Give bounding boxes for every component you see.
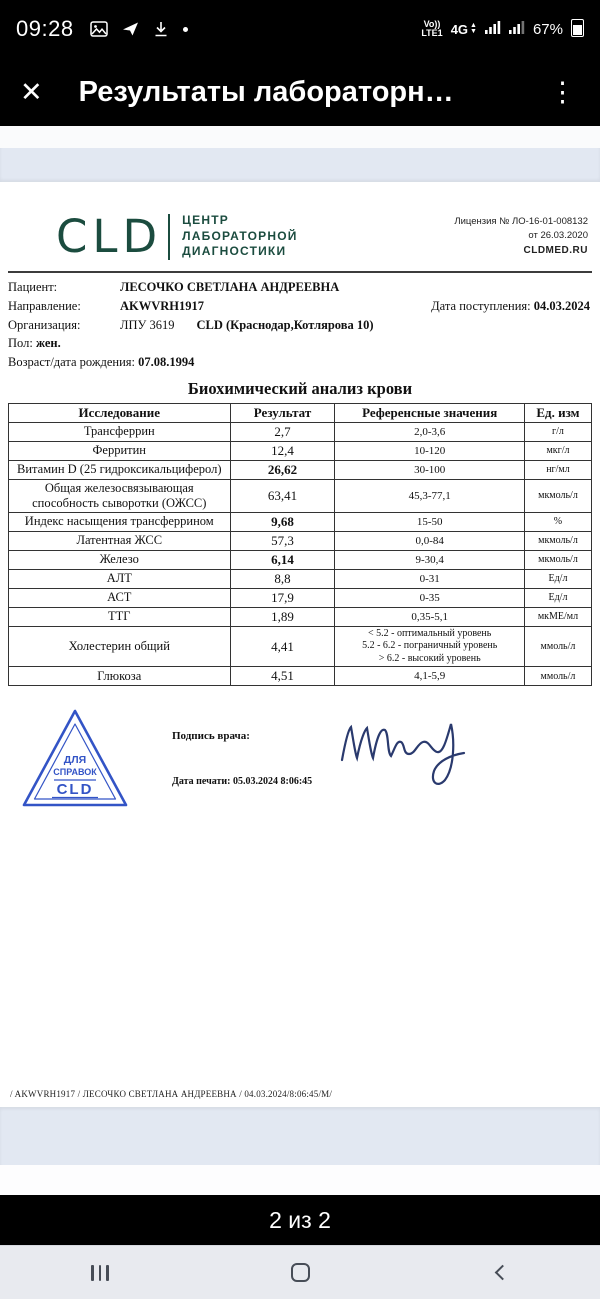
doctor-signature-label: Подпись врача: [172, 730, 250, 743]
reference-range: 0-35 [335, 588, 524, 607]
test-name: Трансферрин [9, 422, 231, 441]
status-bar [0, 0, 600, 58]
android-nav-bar [0, 1245, 600, 1299]
viewer-gap-top [0, 126, 600, 148]
table-row [9, 512, 592, 531]
reference-range: 0,0-84 [335, 531, 524, 550]
table-row [9, 607, 592, 626]
received-date: 04.03.2024 [533, 298, 590, 313]
results-table-head-row [9, 403, 592, 422]
table-row [9, 626, 592, 667]
test-result: 4,51 [230, 667, 335, 686]
test-name: ТТГ [9, 607, 231, 626]
test-name: Железо [9, 550, 231, 569]
test-result: 26,62 [230, 460, 335, 479]
reference-stamp [18, 706, 132, 812]
org-code: ЛПУ 3619 [120, 317, 175, 332]
unit: мкмоль/л [524, 479, 591, 512]
unit: мкг/л [524, 441, 591, 460]
reference-range: 2,0-3,6 [335, 422, 524, 441]
table-row [9, 531, 592, 550]
test-name: АЛТ [9, 569, 231, 588]
overflow-menu-icon[interactable]: ⋮ [549, 76, 576, 107]
referral-number: AKWVRH1917 [120, 298, 205, 313]
results-table-body [9, 422, 592, 686]
sex-label: Пол: [8, 336, 33, 351]
network-4g-indicator: 4G ▲ ▼ [450, 21, 477, 37]
test-result: 4,41 [230, 626, 335, 667]
test-result: 1,89 [230, 607, 335, 626]
header-rule [8, 271, 592, 273]
column-header: Референсные значения [335, 403, 524, 422]
birth-label: Возраст/дата рождения: [8, 355, 136, 369]
reference-range: 15-50 [335, 512, 524, 531]
back-button[interactable] [400, 1246, 600, 1299]
clock: 09:28 [16, 16, 74, 41]
unit: % [524, 512, 591, 531]
test-name: Ферритин [9, 441, 231, 460]
more-notifications-icon [183, 27, 188, 32]
column-header: Ед. изм [524, 403, 591, 422]
unit: Ед/л [524, 588, 591, 607]
home-icon [291, 1263, 310, 1282]
test-name: Индекс насыщения трансферрином [9, 512, 231, 531]
referral-label: Направление: [8, 298, 81, 313]
page-separator-bottom [0, 1107, 600, 1165]
page-title: Результаты лабораторн… [78, 75, 454, 108]
page-indicator [0, 1195, 600, 1245]
svg-text:CLD: CLD [56, 781, 94, 799]
table-row [9, 422, 592, 441]
reference-range: 30-100 [335, 460, 524, 479]
reference-range: 10-120 [335, 441, 524, 460]
signal-strength-icon-2 [509, 20, 525, 39]
table-row [9, 569, 592, 588]
lab-report-page [0, 182, 600, 1107]
test-result: 9,68 [230, 512, 335, 531]
gallery-icon [90, 21, 108, 37]
recents-icon [91, 1265, 109, 1281]
reference-range: 4,1-5,9 [335, 667, 524, 686]
unit: ммоль/л [524, 667, 591, 686]
home-button[interactable] [200, 1246, 400, 1299]
column-header: Исследование [9, 403, 231, 422]
received-label: Дата поступления: [431, 298, 531, 313]
battery-percent: 67% [532, 20, 563, 38]
report-footer: / AKWVRH1917 / ЛЕСОЧКО СВЕТЛАНА АНДРЕЕВНА / 04.03.2024/8:06:45/М/ [10, 1089, 333, 1099]
unit: Ед/л [524, 569, 591, 588]
test-name: Витамин D (25 гидроксикальциферол) [9, 460, 231, 479]
table-row [9, 441, 592, 460]
telegram-icon [122, 21, 139, 37]
test-result: 57,3 [230, 531, 335, 550]
sex-value: жен. [35, 336, 61, 351]
test-name: Латентная ЖСС [9, 531, 231, 550]
unit: нг/мл [524, 460, 591, 479]
reference-range: 0,35-5,1 [335, 607, 524, 626]
close-icon[interactable]: ✕ [20, 76, 43, 107]
unit: ммоль/л [524, 626, 591, 667]
page-separator-top [0, 148, 600, 182]
test-name: Холестерин общий [9, 626, 231, 667]
letterhead [8, 210, 592, 263]
reference-range: 0-31 [335, 569, 524, 588]
birth-value: 07.08.1994 [138, 355, 195, 369]
volte-indicator: Vo)) LTE1 [421, 18, 443, 38]
reference-range: 9-30,4 [335, 550, 524, 569]
next-page-edge [0, 1165, 600, 1195]
table-row [9, 460, 592, 479]
table-row [9, 479, 592, 512]
svg-text:СПРАВОК: СПРАВОК [53, 767, 97, 778]
test-result: 63,41 [230, 479, 335, 512]
signature-block [8, 706, 592, 812]
page-indicator-label: 2 из 2 [269, 1206, 331, 1233]
download-icon [153, 21, 169, 37]
signal-strength-icon [485, 20, 501, 39]
org-name: CLD (Краснодар,Котлярова 10) [196, 317, 374, 332]
doctor-signature [334, 708, 474, 793]
test-result: 2,7 [230, 422, 335, 441]
test-name: Общая железосвязывающая способность сыворотки (ОЖСС) [9, 479, 231, 512]
test-result: 17,9 [230, 588, 335, 607]
reference-range: < 5.2 - оптимальный уровень 5.2 - 6.2 - пограничный уровень > 6.2 - высокий уровень [335, 626, 524, 667]
lab-name: ЦЕНТР ЛАБОРАТОРНОЙ ДИАГНОСТИКИ [182, 213, 298, 259]
results-table [8, 403, 592, 687]
svg-text:ДЛЯ: ДЛЯ [63, 754, 87, 767]
reference-range: 45,3-77,1 [335, 479, 524, 512]
unit: мкМЕ/мл [524, 607, 591, 626]
unit: мкмоль/л [524, 550, 591, 569]
print-date: Дата печати: 05.03.2024 8:06:45 [172, 776, 313, 788]
test-result: 6,14 [230, 550, 335, 569]
org-label: Организация: [8, 317, 81, 332]
unit: мкмоль/л [524, 531, 591, 550]
cld-logo: CLD [56, 210, 163, 263]
patient-name: ЛЕСОЧКО СВЕТЛАНА АНДРЕЕВНА [120, 280, 340, 294]
table-row [9, 667, 592, 686]
logo-divider [168, 214, 170, 260]
table-row [9, 588, 592, 607]
back-icon [494, 1265, 510, 1281]
test-result: 8,8 [230, 569, 335, 588]
patient-label: Пациент: [8, 280, 58, 294]
battery-icon [571, 19, 584, 40]
app-header [0, 58, 600, 126]
recents-button[interactable] [0, 1246, 200, 1299]
table-row [9, 550, 592, 569]
column-header: Результат [230, 403, 335, 422]
patient-info [8, 278, 592, 372]
unit: г/л [524, 422, 591, 441]
report-title: Биохимический анализ крови [187, 378, 413, 398]
test-name: Глюкоза [9, 667, 231, 686]
test-result: 12,4 [230, 441, 335, 460]
license-info: Лицензия № ЛО-16-01-008132 от 26.03.2020 CLDMED.RU [454, 215, 588, 257]
test-name: АСТ [9, 588, 231, 607]
document-viewer[interactable] [0, 126, 600, 1195]
